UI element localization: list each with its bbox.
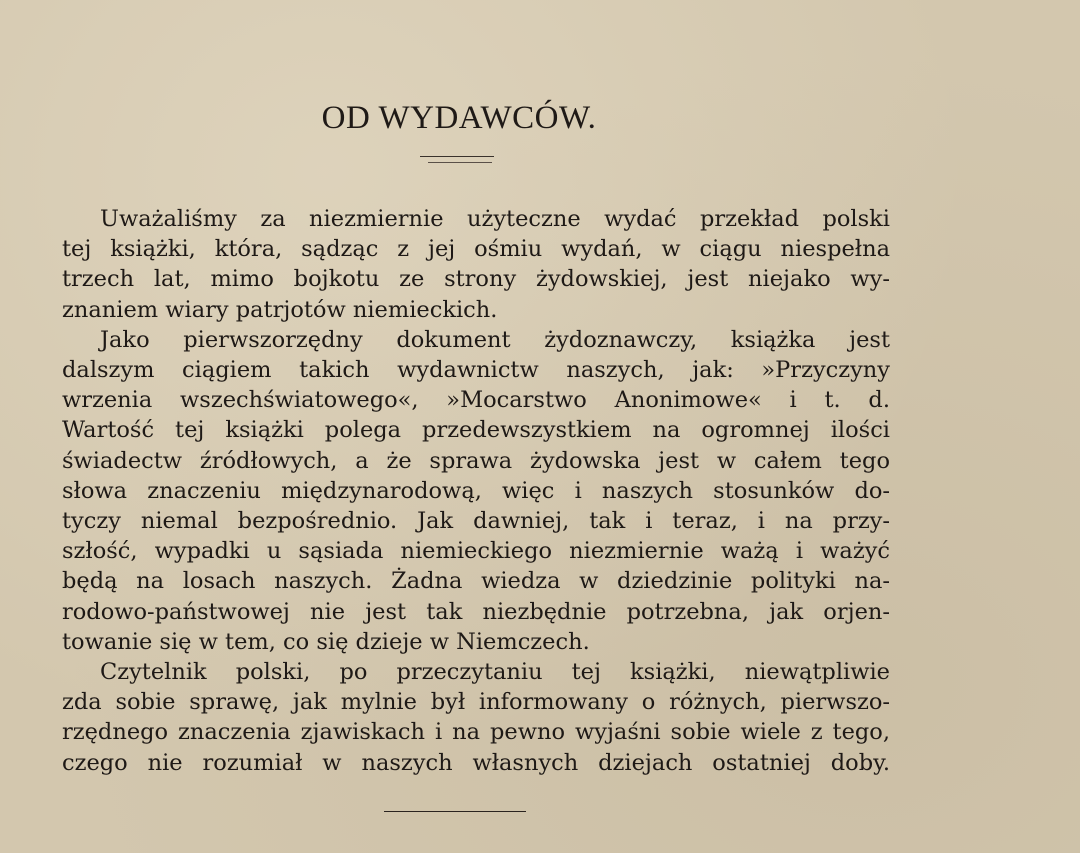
text-line: świadectw źródłowych, a że sprawa żydowska jest w całem tego [62, 447, 890, 474]
text-line: wrzenia wszechświatowego«, »Mocarstwo Anonimowe« i t. d. [62, 387, 890, 414]
text-line: znaniem wiary patrjotów niemieckich. [62, 296, 498, 323]
closing-rule [384, 811, 526, 812]
text-line: rodowo-państwowej nie jest tak niezbędnie potrzebna, jak orjen- [62, 598, 890, 625]
text-line: Wartość tej książki polega przedewszystkiem na ogromnej ilości [62, 417, 890, 444]
text-line: tyczy niemal bezpośrednio. Jak dawniej, tak i teraz, i na przy- [62, 508, 890, 535]
text-line: dalszym ciągiem takich wydawnictw naszych, jak: »Przyczyny [62, 357, 890, 384]
heading-rule [420, 156, 494, 157]
text-line: Uważaliśmy za niezmiernie użyteczne wydać przekład polski [100, 206, 890, 232]
text-line: słowa znaczeniu międzynarodową, więc i naszych stosunków do- [62, 477, 890, 504]
page-heading: OD WYDAWCÓW. [321, 100, 597, 136]
text-line: trzech lat, mimo bojkotu ze strony żydowskiej, jest niejako wy- [62, 266, 890, 293]
text-line: szłość, wypadki u sąsiada niemieckiego niezmiernie ważą i ważyć [62, 538, 890, 565]
text-line: towanie się w tem, co się dzieje w Niemczech. [62, 628, 590, 655]
text-line: rzędnego znaczenia zjawiskach i na pewno wyjaśni sobie wiele z tego, [62, 719, 890, 746]
text-line: tej książki, która, sądząc z jej ośmiu wydań, w ciągu niespełna [62, 236, 890, 263]
text-line: będą na losach naszych. Żadna wiedza w dziedzinie polityki na- [62, 568, 890, 595]
heading-rule-lower [428, 162, 492, 163]
text-line: Czytelnik polski, po przeczytaniu tej książki, niewątpliwie [100, 659, 890, 686]
text-line: zda sobie sprawę, jak mylnie był informowany o różnych, pierwszo- [62, 689, 890, 716]
text-line: Jako pierwszorzędny dokument żydoznawczy, książka jest [100, 326, 890, 353]
text-line: czego nie rozumiał w naszych własnych dziejach ostatniej doby. [62, 749, 890, 776]
body-text [62, 204, 890, 778]
